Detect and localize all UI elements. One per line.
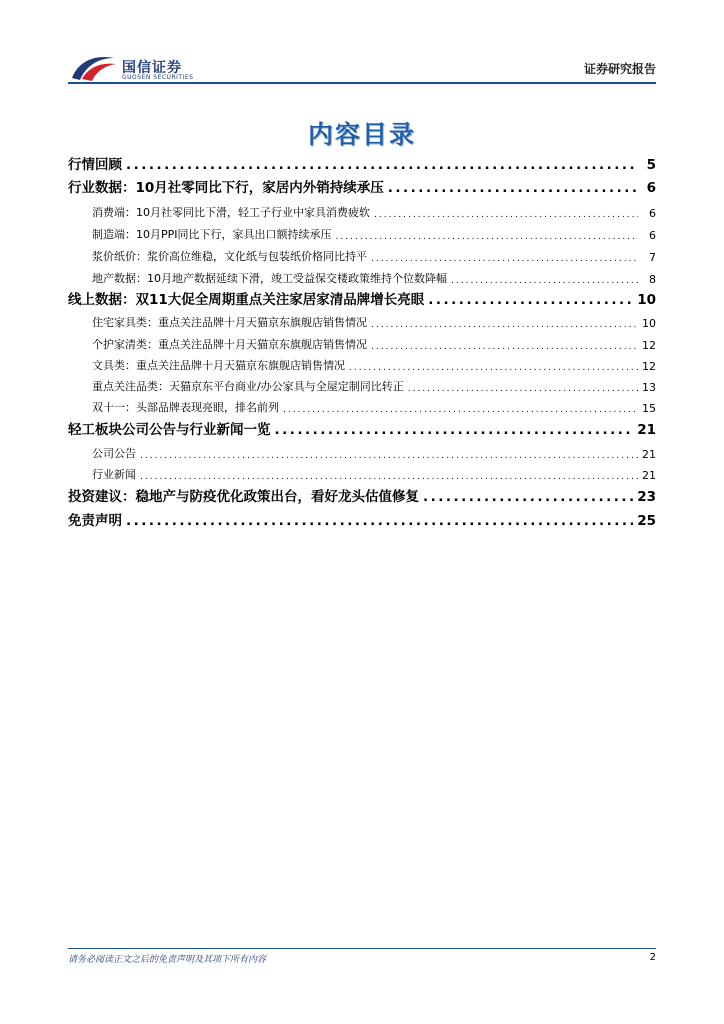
toc-dot-leader [371,320,638,330]
page-number: 2 [649,952,656,963]
header-divider [68,82,656,84]
toc-entry-label: 个护家清类：重点关注品牌十月天猫京东旗舰店销售情况 [92,338,367,351]
toc-entry-level1[interactable] [68,176,656,196]
toc-entry-label: 文具类：重点关注品牌十月天猫京东旗舰店销售情况 [92,359,345,372]
report-type-label: 证券研究报告 [583,62,656,76]
toc-entry-page: 10 [642,317,656,330]
toc-entry-level2[interactable] [68,376,656,394]
toc-dot-leader [140,451,638,461]
toc-entry-label: 制造端：10月PPI同比下行，家具出口额持续承压 [92,228,332,241]
toc-dot-leader [388,180,638,196]
toc-dot-leader [371,342,638,352]
toc-entry-page: 23 [637,489,656,505]
toc-entry-level1[interactable] [68,418,656,438]
toc-dot-leader [428,292,633,308]
guosen-logo-icon [68,52,118,82]
toc-dot-leader [408,384,638,394]
toc-entry-level2[interactable] [68,246,656,264]
toc-dot-leader [275,422,634,438]
toc-entry-label: 浆价纸价：浆价高位维稳，文化纸与包装纸价格同比持平 [92,250,367,263]
toc-entry-label: 行情回顾 [68,157,122,173]
disclaimer-note: 请务必阅读正文之后的免责声明及其项下所有内容 [68,955,267,965]
toc-entry-level1[interactable] [68,509,656,529]
toc-entry-page: 6 [649,229,656,242]
toc-entry-label: 行业数据：10月社零同比下行，家居内外销持续承压 [68,180,384,196]
toc-entry-page: 15 [642,402,656,415]
toc-entry-level2[interactable] [68,202,656,220]
toc-dot-leader [140,472,638,482]
toc-entry-label: 地产数据：10月地产数据延续下滑，竣工受益保交楼政策维持个位数降幅 [92,272,447,285]
toc-entry-label: 住宅家具类：重点关注品牌十月天猫京东旗舰店销售情况 [92,316,367,329]
toc-entry-level2[interactable] [68,397,656,415]
toc-entry-page: 6 [649,207,656,220]
toc-entry-label: 公司公告 [92,447,136,460]
toc-title: 内容目录 [307,120,416,149]
toc-entry-page: 10 [637,292,656,308]
toc-entry-label: 消费端：10月社零同比下滑，轻工子行业中家具消费疲软 [92,206,370,219]
toc-entry-page: 21 [642,469,656,482]
page-header [68,48,656,84]
toc-entry-level2[interactable] [68,334,656,352]
toc-dot-leader [336,232,638,242]
toc-dot-leader [371,254,638,264]
footer-divider [68,948,656,949]
toc-entry-level2[interactable] [68,464,656,482]
toc-entry-level1[interactable] [68,153,656,173]
toc-entry-label: 免责声明 [68,513,122,529]
toc-entry-page: 6 [646,180,656,196]
toc-entry-level1[interactable] [68,288,656,308]
toc-entry-page: 13 [642,381,656,394]
toc-entry-level2[interactable] [68,268,656,286]
toc-dot-leader [423,489,633,505]
toc-entry-page: 21 [642,448,656,461]
toc-entry-level2[interactable] [68,355,656,373]
toc-entry-label: 轻工板块公司公告与行业新闻一览 [68,422,271,438]
toc-dot-leader [451,276,638,286]
toc-dot-leader [283,405,638,415]
toc-entry-level1[interactable] [68,485,656,505]
toc-entry-page: 5 [646,157,656,173]
toc-dot-leader [349,363,638,373]
toc-entry-page: 12 [642,339,656,352]
toc-entry-page: 25 [637,513,656,529]
toc-entry-level2[interactable] [68,443,656,461]
toc-entry-label: 重点关注品类：天猫京东平台商业/办公家具与全屋定制同比转正 [92,380,404,393]
toc-dot-leader [126,513,633,529]
toc-entry-label: 双十一：头部品牌表现亮眼，排名前列 [92,401,279,414]
toc-entry-level2[interactable] [68,312,656,330]
toc-entry-label: 线上数据：双11大促全周期重点关注家居家清品牌增长亮眼 [68,292,425,308]
toc-entry-level2[interactable] [68,224,656,242]
toc-entry-label: 行业新闻 [92,468,136,481]
toc-entry-page: 21 [637,422,656,438]
logo-english-text: GUOSEN SECURITIES [122,74,194,81]
toc-entry-label: 投资建议：稳地产与防疫优化政策出台，看好龙头估值修复 [68,489,419,505]
toc-entry-page: 12 [642,360,656,373]
toc-entry-page: 8 [649,273,656,286]
logo-chinese-text: 国信证券 [122,60,182,76]
toc-dot-leader [126,157,638,173]
toc-entry-page: 7 [649,251,656,264]
guosen-logo [68,52,258,82]
toc-dot-leader [374,210,638,220]
